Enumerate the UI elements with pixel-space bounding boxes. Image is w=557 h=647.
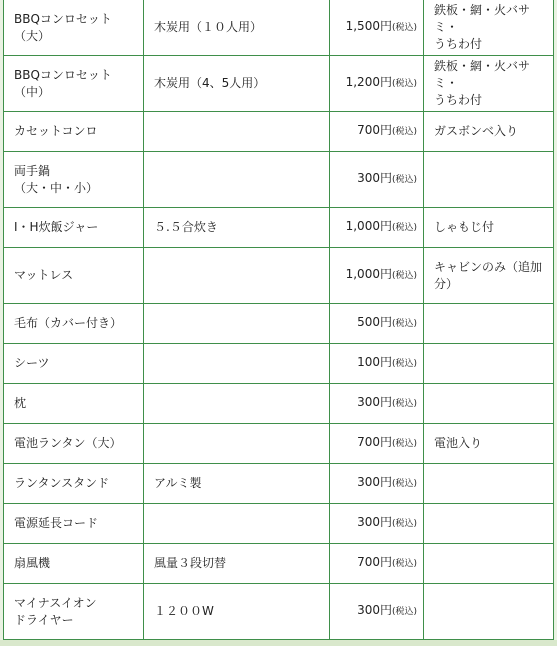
item-extra: キャビンのみ（追加 分） bbox=[434, 259, 543, 291]
item-price: 300円 bbox=[357, 603, 392, 617]
item-note: 風量３段切替 bbox=[154, 556, 227, 570]
item-name-cell bbox=[4, 304, 144, 344]
item-extra-cell bbox=[424, 0, 554, 56]
item-name: マイナスイオン ドライヤー bbox=[14, 595, 97, 627]
item-price-cell bbox=[330, 56, 424, 112]
table-row bbox=[4, 56, 554, 112]
item-name-cell bbox=[4, 544, 144, 584]
item-price: 1,000円 bbox=[345, 219, 392, 233]
item-extra-cell bbox=[424, 152, 554, 208]
item-extra: 鉄板・網・火バサミ・ うちわ付 bbox=[434, 3, 531, 51]
item-extra-cell bbox=[424, 544, 554, 584]
item-name-cell bbox=[4, 384, 144, 424]
rental-items-table bbox=[3, 0, 554, 640]
item-price-cell bbox=[330, 544, 424, 584]
item-price: 1,000円 bbox=[345, 267, 392, 281]
tax-included-label: (税込) bbox=[391, 271, 417, 281]
item-note-cell bbox=[144, 112, 330, 152]
table-row bbox=[4, 584, 554, 640]
table-row bbox=[4, 544, 554, 584]
item-name-cell bbox=[4, 152, 144, 208]
item-price: 700円 bbox=[357, 123, 392, 137]
item-name-cell bbox=[4, 344, 144, 384]
item-extra-cell bbox=[424, 208, 554, 248]
item-note: アルミ製 bbox=[154, 476, 202, 490]
item-name: ランタンスタンド bbox=[14, 476, 110, 490]
item-note: １２００W bbox=[154, 604, 214, 618]
item-name-cell bbox=[4, 0, 144, 56]
item-price: 1,500円 bbox=[345, 19, 392, 33]
item-name-cell bbox=[4, 56, 144, 112]
item-price-cell bbox=[330, 248, 424, 304]
item-price-cell bbox=[330, 464, 424, 504]
item-price: 700円 bbox=[357, 435, 392, 449]
item-price-cell bbox=[330, 304, 424, 344]
item-price: 300円 bbox=[357, 171, 392, 185]
tax-included-label: (税込) bbox=[391, 223, 417, 233]
item-price-cell bbox=[330, 584, 424, 640]
table-row bbox=[4, 304, 554, 344]
item-extra-cell bbox=[424, 384, 554, 424]
tax-included-label: (税込) bbox=[391, 23, 417, 33]
item-price-cell bbox=[330, 504, 424, 544]
tax-included-label: (税込) bbox=[391, 127, 417, 137]
item-extra-cell bbox=[424, 584, 554, 640]
item-extra-cell bbox=[424, 56, 554, 112]
tax-included-label: (税込) bbox=[391, 607, 417, 617]
item-note-cell bbox=[144, 384, 330, 424]
item-extra: 電池入り bbox=[434, 436, 483, 450]
item-name: 両手鍋 （大・中・小） bbox=[14, 163, 99, 195]
item-name-cell bbox=[4, 112, 144, 152]
item-name: 扇風機 bbox=[14, 556, 51, 570]
item-name: マットレス bbox=[14, 268, 74, 282]
item-name: 電池ランタン（大） bbox=[14, 436, 122, 450]
item-note-cell bbox=[144, 0, 330, 56]
tax-included-label: (税込) bbox=[391, 399, 417, 409]
item-note-cell bbox=[144, 152, 330, 208]
item-extra-cell bbox=[424, 464, 554, 504]
tax-included-label: (税込) bbox=[391, 319, 417, 329]
tax-included-label: (税込) bbox=[391, 175, 417, 185]
item-name-cell bbox=[4, 464, 144, 504]
item-name-cell bbox=[4, 208, 144, 248]
item-note-cell bbox=[144, 304, 330, 344]
item-name-cell bbox=[4, 584, 144, 640]
item-name-cell bbox=[4, 248, 144, 304]
item-extra: しゃもじ付 bbox=[434, 220, 495, 234]
item-extra: ガスボンベ入り bbox=[434, 124, 519, 138]
item-price-cell bbox=[330, 344, 424, 384]
item-extra: 鉄板・網・火バサミ・ うちわ付 bbox=[434, 59, 531, 107]
item-name: 毛布（カバー付き） bbox=[14, 316, 123, 330]
item-note: ５.５合炊き bbox=[154, 220, 218, 234]
table-row bbox=[4, 152, 554, 208]
item-price: 500円 bbox=[357, 315, 392, 329]
item-note-cell bbox=[144, 584, 330, 640]
item-price: 300円 bbox=[357, 395, 392, 409]
table-row bbox=[4, 504, 554, 544]
item-name: 枕 bbox=[14, 396, 27, 410]
item-extra-cell bbox=[424, 304, 554, 344]
item-extra-cell bbox=[424, 424, 554, 464]
item-price: 700円 bbox=[357, 555, 392, 569]
bottom-strip bbox=[0, 640, 557, 646]
item-extra-cell bbox=[424, 248, 554, 304]
item-name: 電源延長コード bbox=[14, 516, 99, 530]
item-name: カセットコンロ bbox=[14, 124, 98, 138]
item-price-cell bbox=[330, 208, 424, 248]
item-note-cell bbox=[144, 464, 330, 504]
item-price-cell bbox=[330, 112, 424, 152]
table-row bbox=[4, 112, 554, 152]
table-row bbox=[4, 384, 554, 424]
item-note-cell bbox=[144, 248, 330, 304]
item-name-cell bbox=[4, 424, 144, 464]
item-price-cell bbox=[330, 0, 424, 56]
tax-included-label: (税込) bbox=[391, 479, 417, 489]
tax-included-label: (税込) bbox=[391, 359, 417, 369]
item-note-cell bbox=[144, 424, 330, 464]
item-extra-cell bbox=[424, 112, 554, 152]
item-price-cell bbox=[330, 384, 424, 424]
item-extra-cell bbox=[424, 504, 554, 544]
table-row bbox=[4, 464, 554, 504]
item-name: BBQコンロセット（大） bbox=[14, 11, 112, 43]
item-note: 木炭用（4、5人用） bbox=[154, 76, 266, 90]
item-name-cell bbox=[4, 504, 144, 544]
table-row bbox=[4, 0, 554, 56]
item-note-cell bbox=[144, 504, 330, 544]
item-price: 300円 bbox=[357, 515, 392, 529]
item-price-cell bbox=[330, 152, 424, 208]
item-price: 100円 bbox=[357, 355, 392, 369]
item-price: 300円 bbox=[357, 475, 392, 489]
tax-included-label: (税込) bbox=[391, 439, 417, 449]
tax-included-label: (税込) bbox=[391, 79, 417, 89]
tax-included-label: (税込) bbox=[391, 519, 417, 529]
tax-included-label: (税込) bbox=[391, 559, 417, 569]
item-price-cell bbox=[330, 424, 424, 464]
table-row bbox=[4, 344, 554, 384]
item-note-cell bbox=[144, 56, 330, 112]
item-name: シーツ bbox=[14, 356, 50, 370]
item-price: 1,200円 bbox=[345, 75, 392, 89]
table-row bbox=[4, 248, 554, 304]
item-extra-cell bbox=[424, 344, 554, 384]
rental-items-body bbox=[4, 0, 554, 640]
item-note: 木炭用（１０人用） bbox=[154, 20, 263, 34]
item-note-cell bbox=[144, 544, 330, 584]
table-row bbox=[4, 424, 554, 464]
table-row bbox=[4, 208, 554, 248]
item-note-cell bbox=[144, 344, 330, 384]
item-name: BBQコンロセット（中） bbox=[14, 67, 112, 99]
item-name: I・H炊飯ジャー bbox=[14, 220, 99, 234]
item-note-cell bbox=[144, 208, 330, 248]
